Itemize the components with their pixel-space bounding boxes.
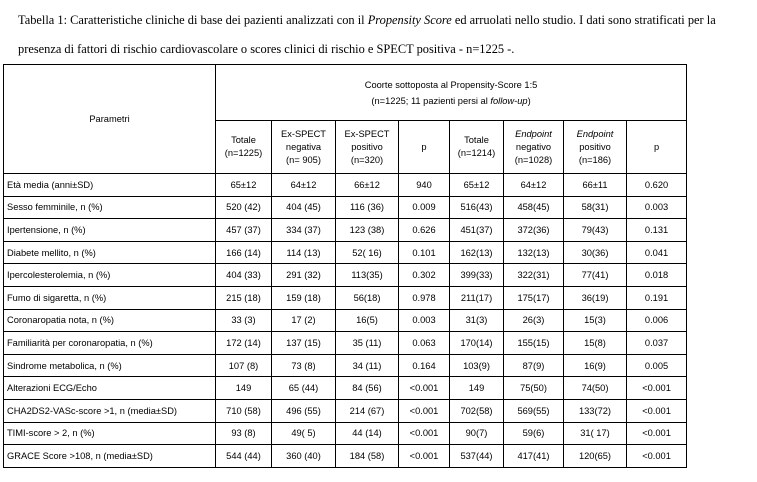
column-header	[216, 121, 272, 174]
table-cell: 74(50)	[564, 377, 627, 400]
column-header	[504, 121, 564, 174]
table-cell: 211(17)	[450, 286, 504, 309]
table-cell: 0.164	[399, 354, 450, 377]
table-cell: 175(17)	[504, 286, 564, 309]
table-row	[4, 174, 687, 197]
table-cell: 56(18)	[336, 286, 399, 309]
table-cell: 93 (8)	[216, 422, 272, 445]
table-cell: 26(3)	[504, 309, 564, 332]
row-label: Età media (anni±SD)	[4, 174, 216, 197]
column-header-line: Endpoint	[515, 128, 552, 139]
table-cell: 702(58)	[450, 399, 504, 422]
column-header-line: Totale	[464, 135, 489, 145]
table-cell: 404 (33)	[216, 264, 272, 287]
table-cell: <0.001	[627, 399, 687, 422]
table-cell: 166 (14)	[216, 241, 272, 264]
row-label: CHA2DS2-VASc-score >1, n (media±SD)	[4, 399, 216, 422]
table-cell: 16(5)	[336, 309, 399, 332]
table-cell: 291 (32)	[272, 264, 336, 287]
table-cell: 17 (2)	[272, 309, 336, 332]
column-header-line: (n=1225)	[224, 148, 263, 158]
table-row	[4, 309, 687, 332]
column-header-line: positivo	[351, 141, 383, 152]
table-cell: 132(13)	[504, 241, 564, 264]
column-header-line: negativo	[515, 141, 552, 152]
table-row	[4, 377, 687, 400]
cohort-header	[216, 65, 687, 121]
table-cell: 15(3)	[564, 309, 627, 332]
table-row	[4, 445, 687, 468]
parametri-header: Parametri	[4, 65, 216, 174]
row-label: Sesso femminile, n (%)	[4, 196, 216, 219]
table-cell: 116 (36)	[336, 196, 399, 219]
table-cell: 123 (38)	[336, 219, 399, 242]
column-header	[272, 121, 336, 174]
table-cell: 149	[450, 377, 504, 400]
table-cell: <0.001	[399, 422, 450, 445]
table-cell: 73 (8)	[272, 354, 336, 377]
table-cell: <0.001	[399, 399, 450, 422]
table-cell: 84 (56)	[336, 377, 399, 400]
table-cell: 0.063	[399, 332, 450, 355]
row-label: Familiarità per coronaropatia, n (%)	[4, 332, 216, 355]
table-cell: 569(55)	[504, 399, 564, 422]
column-header	[450, 121, 504, 174]
table-cell: 0.003	[627, 196, 687, 219]
table-cell: <0.001	[399, 377, 450, 400]
table-cell: <0.001	[399, 445, 450, 468]
table-cell: <0.001	[627, 422, 687, 445]
row-label: GRACE Score >108, n (media±SD)	[4, 445, 216, 468]
table-cell: 172 (14)	[216, 332, 272, 355]
table-cell: 114 (13)	[272, 241, 336, 264]
table-cell: 133(72)	[564, 399, 627, 422]
table-cell: 0.018	[627, 264, 687, 287]
table-cell: 0.101	[399, 241, 450, 264]
table-cell: 710 (58)	[216, 399, 272, 422]
table-cell: 0.626	[399, 219, 450, 242]
table-cell: 360 (40)	[272, 445, 336, 468]
table-cell: <0.001	[627, 445, 687, 468]
table-cell: 159 (18)	[272, 286, 336, 309]
table-cell: 49( 5)	[272, 422, 336, 445]
column-header	[399, 121, 450, 174]
table-cell: 0.978	[399, 286, 450, 309]
table-cell: 66±11	[564, 174, 627, 197]
table-cell: 214 (67)	[336, 399, 399, 422]
table-cell: 417(41)	[504, 445, 564, 468]
table-cell: 66±12	[336, 174, 399, 197]
table-cell: 458(45)	[504, 196, 564, 219]
column-header-line: (n=320)	[350, 154, 384, 165]
table-cell: 103(9)	[450, 354, 504, 377]
column-header-line: Totale	[231, 135, 256, 145]
table-cell: 34 (11)	[336, 354, 399, 377]
table-cell: 64±12	[504, 174, 564, 197]
column-header-line: (n=186)	[578, 154, 612, 165]
table-body	[4, 174, 687, 468]
row-label: Alterazioni ECG/Echo	[4, 377, 216, 400]
table-cell: 0.041	[627, 241, 687, 264]
row-label: TIMI-score > 2, n (%)	[4, 422, 216, 445]
column-header-line: positivo	[579, 141, 611, 152]
column-header-line: (n=1028)	[514, 154, 553, 165]
table-cell: 0.191	[627, 286, 687, 309]
table-row	[4, 219, 687, 242]
table-cell: 940	[399, 174, 450, 197]
caption-italic-term: Propensity Score	[367, 13, 452, 27]
table-cell: 52( 16)	[336, 241, 399, 264]
table-cell: 64±12	[272, 174, 336, 197]
row-label: Coronaropatia nota, n (%)	[4, 309, 216, 332]
table-cell: 184 (58)	[336, 445, 399, 468]
table-row	[4, 399, 687, 422]
table-cell: 0.006	[627, 309, 687, 332]
table-cell: 0.620	[627, 174, 687, 197]
column-header	[336, 121, 399, 174]
table-cell: 0.302	[399, 264, 450, 287]
table-cell: 65 (44)	[272, 377, 336, 400]
table-cell: 58(31)	[564, 196, 627, 219]
row-label: Sindrome metabolica, n (%)	[4, 354, 216, 377]
table-cell: 87(9)	[504, 354, 564, 377]
row-label: Diabete mellito, n (%)	[4, 241, 216, 264]
table-cell: 0.009	[399, 196, 450, 219]
cohort-title: Coorte sottoposta al Propensity-Score 1:5	[364, 79, 538, 90]
table-cell: 30(36)	[564, 241, 627, 264]
table-cell: <0.001	[627, 377, 687, 400]
column-header-line: (n= 905)	[286, 154, 321, 165]
table-cell: 35 (11)	[336, 332, 399, 355]
table-caption	[18, 6, 748, 64]
column-header-line: p	[653, 141, 660, 152]
table-cell: 215 (18)	[216, 286, 272, 309]
column-header-line: Ex-SPECT	[344, 128, 390, 139]
table-cell: 516(43)	[450, 196, 504, 219]
table-cell: 170(14)	[450, 332, 504, 355]
table-cell: 75(50)	[504, 377, 564, 400]
table-cell: 33 (3)	[216, 309, 272, 332]
clinical-characteristics-table	[3, 64, 687, 468]
table-cell: 0.131	[627, 219, 687, 242]
table-cell: 334 (37)	[272, 219, 336, 242]
table-cell: 322(31)	[504, 264, 564, 287]
table-cell: 31( 17)	[564, 422, 627, 445]
table-row	[4, 332, 687, 355]
table-cell: 16(9)	[564, 354, 627, 377]
table-row	[4, 286, 687, 309]
column-header-line: Endpoint	[576, 128, 614, 139]
column-header	[627, 121, 687, 174]
table-cell: 36(19)	[564, 286, 627, 309]
cohort-subtitle: (n=1225; 11 pazienti persi al follow-up)	[371, 95, 531, 106]
table-cell: 77(41)	[564, 264, 627, 287]
table-cell: 149	[216, 377, 272, 400]
table-cell: 59(6)	[504, 422, 564, 445]
table-cell: 399(33)	[450, 264, 504, 287]
table-cell: 544 (44)	[216, 445, 272, 468]
table-cell: 404 (45)	[272, 196, 336, 219]
table-cell: 162(13)	[450, 241, 504, 264]
table-cell: 65±12	[216, 174, 272, 197]
table-row	[4, 196, 687, 219]
table-cell: 107 (8)	[216, 354, 272, 377]
column-header	[564, 121, 627, 174]
row-label: Ipercolesterolemia, n (%)	[4, 264, 216, 287]
row-label: Fumo di sigaretta, n (%)	[4, 286, 216, 309]
table-cell: 0.037	[627, 332, 687, 355]
table-cell: 79(43)	[564, 219, 627, 242]
column-header-line: p	[421, 141, 427, 152]
table-cell: 537(44)	[450, 445, 504, 468]
table-row	[4, 241, 687, 264]
table-cell: 0.003	[399, 309, 450, 332]
caption-text: Tabella 1: Caratteristiche cliniche di base dei pazienti analizzati con il	[18, 13, 368, 27]
table-cell: 90(7)	[450, 422, 504, 445]
table-cell: 137 (15)	[272, 332, 336, 355]
table-cell: 31(3)	[450, 309, 504, 332]
column-header-line: negativa	[285, 141, 322, 152]
table-cell: 120(65)	[564, 445, 627, 468]
table-cell: 65±12	[450, 174, 504, 197]
table-row	[4, 264, 687, 287]
table-cell: 520 (42)	[216, 196, 272, 219]
table-row	[4, 422, 687, 445]
table-cell: 451(37)	[450, 219, 504, 242]
caption-text-continued: ed arruolati nello studio. I dati sono stratificati per la presenza di fattori di rischio cardiovascolare o scores clinici di rischio e SPECT positiva - n=1225 -.	[18, 13, 716, 56]
column-header-line: Ex-SPECT	[281, 128, 326, 139]
table-cell: 0.005	[627, 354, 687, 377]
table-cell: 155(15)	[504, 332, 564, 355]
table-cell: 496 (55)	[272, 399, 336, 422]
column-header-line: (n=1214)	[457, 148, 496, 158]
table-cell: 15(8)	[564, 332, 627, 355]
row-label: Ipertensione, n (%)	[4, 219, 216, 242]
table-row	[4, 354, 687, 377]
table-cell: 44 (14)	[336, 422, 399, 445]
table-cell: 113(35)	[336, 264, 399, 287]
table-cell: 457 (37)	[216, 219, 272, 242]
table-cell: 372(36)	[504, 219, 564, 242]
